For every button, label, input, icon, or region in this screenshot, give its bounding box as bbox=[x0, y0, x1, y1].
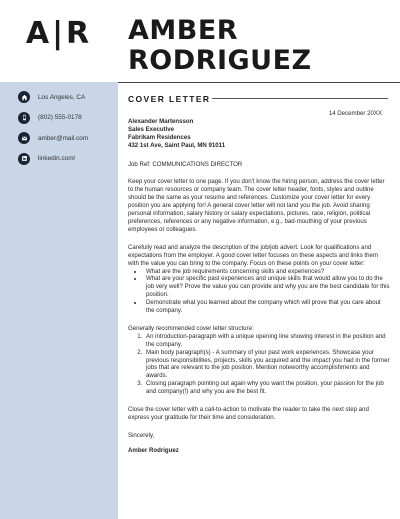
bullet-item: • What are the job requirements concerning skills and experiences? bbox=[144, 268, 390, 276]
contact-linkedin-text: linkedin.com/ bbox=[38, 155, 76, 162]
name-last: RODRIGUEZ bbox=[128, 45, 312, 76]
numbered-item: 2. Main body paragraph(s) - A summary of your past work experiences. Showcase your previous responsibilities, projects, skills you acquired and the impact you had in the former jobs that are relevant to the job position. Mention noteworthy accomplishments and awards. bbox=[144, 349, 390, 381]
recipient-name: Alexander Martensson bbox=[128, 117, 194, 125]
home-icon bbox=[18, 91, 30, 103]
contact-location bbox=[18, 90, 118, 104]
numbered-list bbox=[137, 333, 390, 396]
section-title-rule bbox=[212, 98, 388, 99]
linkedin-icon bbox=[18, 153, 30, 165]
recipient-address: 432 1st Ave, Saint Paul, MN 91011 bbox=[128, 141, 226, 149]
phone-icon bbox=[18, 112, 30, 124]
job-reference: Job Ref: COMMUNICATIONS DIRECTOR bbox=[128, 160, 243, 168]
bullet-item: • Demonstrate what you learned about the company which will prove that you care about the company. bbox=[144, 299, 390, 315]
paragraph-3: Generally recommended cover letter structure: bbox=[128, 324, 254, 332]
closing: Sincerely, bbox=[128, 431, 155, 439]
signature-name: Amber Rodriguez bbox=[128, 446, 179, 454]
letter-body bbox=[128, 110, 390, 455]
contact-location-text: Los Angeles, CA bbox=[38, 93, 86, 101]
paragraph-4: Close the cover letter with a call-to-action to motivate the reader to take the next step and express your gratitude for their time and consideration. bbox=[128, 406, 369, 421]
monogram-box bbox=[0, 0, 118, 82]
section-title: COVER LETTER bbox=[128, 94, 211, 104]
bullet-item: • What are your specific past experiences and unique skills that would allow you to do the job very well? Prove the value you can provide and why you are the best candidate for this position. bbox=[144, 275, 390, 299]
contact-email-text: amber@mail.com bbox=[38, 134, 89, 142]
contact-phone-text: (802) 555-0178 bbox=[38, 114, 82, 121]
contact-linkedin bbox=[18, 152, 118, 166]
numbered-item: 3. Closing paragraph pointing out again why you want the position, your passion for the job and company(!) and why you are the best fit. bbox=[144, 380, 390, 396]
recipient-company: Fabrikam Residences bbox=[128, 133, 191, 141]
letter-date: 14 December 20XX bbox=[328, 110, 382, 117]
recipient-title: Sales Executive bbox=[128, 125, 175, 133]
numbered-item: 1. An introduction-paragraph with a unique opening line showing interest in the position and the company. bbox=[144, 333, 390, 349]
recipient-block bbox=[128, 118, 390, 150]
email-icon bbox=[18, 132, 30, 144]
bullet-list bbox=[137, 268, 390, 315]
paragraph-1: Keep your cover letter to one page. If you don't know the hiring person, address the cover letter to the human resources or company team. The cover letter header, fonts, styles and outline should be the same as your resume and references. Customize your cover letter for every position you are applying for! A general cover letter will not land you the job. Avoid sharing personal information, salary history or salary expectations, pictures, race, religion, political preferences, references or any negative information, e.g., bad-mouthing of your previous employees or colleagues. bbox=[128, 178, 385, 233]
monogram: A|R bbox=[25, 16, 93, 51]
contact-list bbox=[18, 90, 118, 172]
header-divider bbox=[118, 82, 400, 83]
name-first: AMBER bbox=[128, 15, 239, 46]
paragraph-2: Carefully read and analyze the description of the job/job advert. Look for qualifications and expectations from the employer. A good cover letter focuses on these aspects and links them with the value you can bring to the company. Focus on these points on your cover letter: bbox=[128, 243, 378, 267]
contact-phone bbox=[18, 111, 118, 125]
contact-email bbox=[18, 131, 118, 145]
applicant-name bbox=[128, 16, 312, 76]
